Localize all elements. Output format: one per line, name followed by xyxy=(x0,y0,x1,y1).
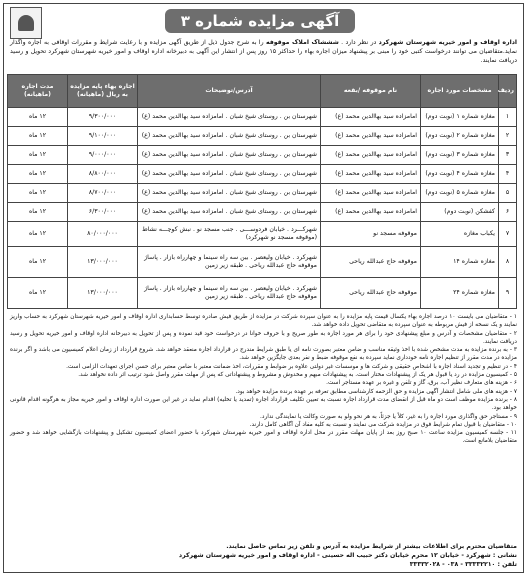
intro-paragraph xyxy=(4,38,523,74)
cell-waqf: امامزاده سید بهاالدین محمد (ع) xyxy=(321,165,421,184)
condition-item: ۸ - برنده مزایده موظف است دو ماه قبل از انقضای مدت قرارداد اجاره نسبت به تعیین تکلیف قرارداد اجاره (تمدید یا تخلیه) اقدام نماید در غیر این صورت اداره اوقاف و امور خیریه مجاز به هرگونه اقدام قانونی خواهد بود. xyxy=(10,396,517,412)
cell-address: شهرکـــرد . خیابان فردوســـی . جنب مسجد نو . نبش کوچـــه نشاط (موقوفه مسجد نو شهرکرد) xyxy=(138,222,321,247)
cell-address: شهرستان بن . روستای شیخ شبان . امامزاده سید بهاالدین محمد (ع) xyxy=(138,165,321,184)
auction-notice xyxy=(3,3,524,573)
cell-waqf: موقوفه حاج عبدالله ریاحی xyxy=(321,278,421,309)
condition-item: ۱۰ - متقاضیان با قبول تمام شرایط فوق در مزایده شرکت می نمایند و نسبت به کلیه مفاد آن آگاهی کامل دارند. xyxy=(249,421,517,428)
cell-spec: مغازه شماره ۲ (نوبت دوم) xyxy=(421,127,499,146)
condition-item: ۳ - به برنده مزایده به مدت مشخص شده با اخذ وثیقه مناسب و ضامن معتبر بصورت نامه ای یا طبق شرایط مندرج در قرارداد اجاره منعقد خواهد شد. شروع قرارداد از زمان اعلام کمیسیون می باشد و اگر برنده مزایده در مدت مقرر از تنظیم اجاره نامه خودداری نماید سپرده به نفع موقوفه ضبط و نفر بعدی جایگزین خواهد شد. xyxy=(10,347,517,362)
cell-price: ۹/۰۰۰/۰۰۰ xyxy=(68,146,138,165)
table-row xyxy=(8,203,517,222)
cell-row-number: ۸ xyxy=(499,247,517,278)
notice-conditions xyxy=(4,309,523,485)
condition-item: ۷ - هزینه های ملی شامل انتشار آگهی مزایده و حق الزحمه کارشناسی مطابق تعرفه بر عهده برنده مزایده خواهد بود. xyxy=(235,388,517,395)
footer-address: نشانی : شهرکرد - خیابان ۱۲ محرم خیابان دکتر حبیب اله حسینی - اداره اوقاف و امور خیریه شهرستان شهرکرد xyxy=(178,552,517,559)
cell-duration: ۱۲ ماه xyxy=(8,278,68,309)
cell-price: ۹/۳۰۰/۰۰۰ xyxy=(68,108,138,127)
condition-item: ۴ - در تنظیم و تجدید اسناد اجاره با اشخاص حقیقی و شرکت ها و موسسات غیر دولتی علاوه بر ضوابط و مقررات، اخذ ضمانت معتبر با ضامن معتبر برای حسن اجرای تعهدات الزامی است. xyxy=(66,363,517,370)
cell-waqf: امامزاده سید بهاالدین محمد (ع) xyxy=(321,146,421,165)
cell-duration: ۱۲ ماه xyxy=(8,184,68,203)
cell-price: ۹/۱۰۰/۰۰۰ xyxy=(68,127,138,146)
header-price: اجاره بهاء پایه مزایده به ریال (ماهیانه) xyxy=(68,75,138,108)
cell-address: شهرستان بن . روستای شیخ شبان . امامزاده سید بهاالدین محمد (ع) xyxy=(138,127,321,146)
awqaf-logo-icon xyxy=(10,7,42,39)
cell-spec: مغازه شماره ۴ (نوبت دوم) xyxy=(421,165,499,184)
table-row xyxy=(8,146,517,165)
cell-address: شهرستان بن . روستای شیخ شبان . امامزاده سید بهاالدین محمد (ع) xyxy=(138,146,321,165)
cell-price: ۱۳/۰۰۰/۰۰۰ xyxy=(68,278,138,309)
property-table xyxy=(7,74,517,309)
cell-duration: ۱۲ ماه xyxy=(8,146,68,165)
condition-item: ۱ - متقاضیان می بایست ۱۰ درصد اجاره بهاء یکسال قیمت پایه مزایده را به عنوان سپرده شرکت در مزایده از طریق فیش صادره توسط حسابداری اداره اوقاف و امور خیریه شهرستان شهرکرد به حساب واریز نمایند و یک نسخه از فیش مربوطه به عنوان سپرده به متقاضی تحویل داده خواهد شد. xyxy=(10,314,517,329)
cell-waqf: امامزاده سید بهاالدین محمد (ع) xyxy=(321,108,421,127)
cell-row-number: ۹ xyxy=(499,278,517,309)
cell-address: شهرستان بن . روستای شیخ شبان . امامزاده سید بهاالدین محمد (ع) xyxy=(138,108,321,127)
cell-spec: مغازه شماره ۳ (نوبت دوم) xyxy=(421,146,499,165)
footer-phone: تلفن : ۳۳۳۳۲۲۱۰ - ۰۳۸ - ۳۳۳۳۲۰۲۸ xyxy=(409,561,517,568)
cell-price: ۸/۷۰۰/۰۰۰ xyxy=(68,184,138,203)
table-row xyxy=(8,108,517,127)
cell-waqf: امامزاده سید بهاالدین محمد (ع) xyxy=(321,127,421,146)
cell-address: شهرکرد . خیابان ولیعصر . بین سه راه سینما و چهارراه بازار . پاساژ موقوفه حاج عبدالله ریاحی . طبقه زیر زمین xyxy=(138,247,321,278)
cell-price: ۸۰/۰۰۰/۰۰۰ xyxy=(68,222,138,247)
table-row xyxy=(8,278,517,309)
condition-item: ۹ - مستاجر حق واگذاری مورد اجاره را به غیر، کلاً یا جزئاً، به هر نحو ولو به صورت وکالت یا نمایندگی ندارد. xyxy=(260,413,517,420)
contact-footer xyxy=(10,542,517,569)
table-row xyxy=(8,165,517,184)
intro-text-2: را به شرح جدول ذیل از طریق آگهی مزایده و با رعایت شرایط و مقررات اوقافی به اجاره واگذار نماید.متقاضیان می توانند درخواست کتبی خود را مبنی بر پیشنهاد میزان اجاره بهاء را حداکثر ۱۵ روز پس از انتشار این آگهی به دبیرخانه اداره اوقاف و امور خیریه شهرستان شهرکرد تحویل و رسید دریافت نمایند. xyxy=(10,39,517,64)
table-header-row xyxy=(8,75,517,108)
intro-text-1: در نظر دارد . xyxy=(338,39,379,46)
cell-duration: ۱۲ ماه xyxy=(8,203,68,222)
notice-header xyxy=(4,4,523,38)
cell-duration: ۱۲ ماه xyxy=(8,108,68,127)
cell-duration: ۱۲ ماه xyxy=(8,222,68,247)
cell-row-number: ۴ xyxy=(499,165,517,184)
header-address: آدرس/توضیحات xyxy=(138,75,321,108)
table-row xyxy=(8,127,517,146)
cell-address: شهرکرد . خیابان ولیعصر . بین سه راه سینما و چهارراه بازار . پاساژ موقوفه حاج عبدالله ریاحی . طبقه زیر زمین xyxy=(138,278,321,309)
cell-row-number: ۵ xyxy=(499,184,517,203)
cell-row-number: ۱ xyxy=(499,108,517,127)
cell-row-number: ۳ xyxy=(499,146,517,165)
cell-duration: ۱۲ ماه xyxy=(8,127,68,146)
condition-item: ۶ - هزینه های متعارف نظیر آب، برق، گاز و تلفن و غیره بر عهده مستاجر است. xyxy=(326,380,517,387)
cell-row-number: ۲ xyxy=(499,127,517,146)
intro-bold: شششاک املاک موقوفه xyxy=(265,39,339,46)
cell-address: شهرستان بن . روستای شیخ شبان . امامزاده سید بهاالدین محمد (ع) xyxy=(138,184,321,203)
header-row-number: ردیف xyxy=(499,75,517,108)
condition-item: ۵ - کمیسیون مزایده در رد یا قبول هر یک از پیشنهادات مختار است. به پیشنهادات مبهم و مخدوش و مشروط و پیشنهاداتی که پس از مهلت مقرر واصل شود ترتیب اثر داده نخواهد شد. xyxy=(78,372,517,379)
cell-price: ۶/۳۰۰/۰۰۰ xyxy=(68,203,138,222)
cell-spec: یکباب مغازه xyxy=(421,222,499,247)
cell-waqf: امامزاده سید بهاالدین محمد (ع) xyxy=(321,184,421,203)
cell-price: ۱۳/۰۰۰/۰۰۰ xyxy=(68,247,138,278)
cell-spec: مغازه شماره ۵ (نوبت دوم) xyxy=(421,184,499,203)
cell-address: شهرستان بن . روستای شیخ شبان . امامزاده سید بهاالدین محمد (ع) xyxy=(138,203,321,222)
table-row xyxy=(8,247,517,278)
cell-waqf: موقوفه حاج عبدالله ریاحی xyxy=(321,247,421,278)
condition-item: ۱۱ - جلسه کمیسیون مزایده ساعت ۱۰ صبح روز بعد از پایان مهلت مقرر در محل اداره اوقاف و امور خیریه شهرستان شهرکرد با حضور اعضای کمیسیون تشکیل و پیشنهادات بازگشایی خواهد شد و حضور متقاضیان بلامانع است. xyxy=(10,430,517,445)
intro-org: اداره اوقاف و امور خیریه شهرستان شهرکرد xyxy=(378,39,517,46)
cell-price: ۸/۸۰۰/۰۰۰ xyxy=(68,165,138,184)
cell-row-number: ۶ xyxy=(499,203,517,222)
table-row xyxy=(8,222,517,247)
cell-spec: مغازه شماره ۱ (نوبت دوم) xyxy=(421,108,499,127)
condition-item: ۲ - متقاضیان مشخصات و آدرس و مبلغ پیشنهادی خود را برای هر مورد اجاره به طور صریح و با حروف خوانا در درخواست خود قید نموده و پس از تحویل به دبیرخانه اداره اوقاف و امور خیریه تحویل و رسید دریافت نمایند. xyxy=(10,330,517,345)
cell-spec: کفشکن (نوبت دوم) xyxy=(421,203,499,222)
header-waqf: نام موقوفه /بقعه xyxy=(321,75,421,108)
table-row xyxy=(8,184,517,203)
header-duration: مدت اجاره (ماهیانه) xyxy=(8,75,68,108)
cell-waqf: موقوفه مسجد نو xyxy=(321,222,421,247)
cell-row-number: ۷ xyxy=(499,222,517,247)
cell-spec: مغازه شماره ۱۴ xyxy=(421,247,499,278)
cell-duration: ۱۲ ماه xyxy=(8,165,68,184)
cell-waqf: امامزاده سید بهاالدین محمد (ع) xyxy=(321,203,421,222)
notice-title: آگهی مزایده شماره ۳ xyxy=(165,9,355,33)
cell-spec: مغازه شماره ۲۴ xyxy=(421,278,499,309)
cell-duration: ۱۲ ماه xyxy=(8,247,68,278)
footer-line-1: متقاضیان محترم برای اطلاعات بیشتر از شرایط مزایده به آدرس و تلفن زیر تماس حاصل نمایند. xyxy=(226,543,517,550)
header-spec: مشخصات مورد اجاره xyxy=(421,75,499,108)
